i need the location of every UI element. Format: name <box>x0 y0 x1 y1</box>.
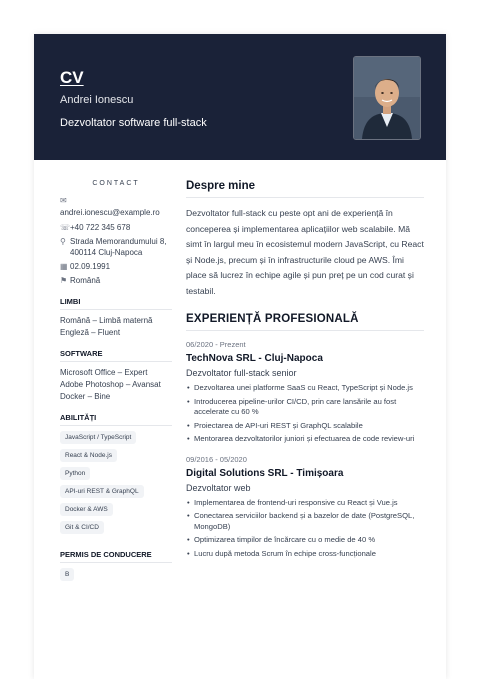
phone-text[interactable]: +40 722 345 678 <box>70 223 131 232</box>
skill-tag: JavaScript / TypeScript <box>60 431 136 444</box>
contact-email <box>60 195 172 218</box>
phone-icon: ☏ <box>60 223 71 232</box>
contact-birthdate <box>60 261 172 272</box>
skill-tag: Git & CI/CD <box>60 521 104 534</box>
cv-label: CV <box>60 68 84 87</box>
nationality-text: Română <box>70 276 101 285</box>
contact-address <box>60 236 172 258</box>
software-item: Docker – Bine <box>60 392 111 401</box>
contact-nationality <box>60 275 172 286</box>
contact-title: CONTACT <box>92 180 140 187</box>
software-item: Adobe Photoshop – Avansat <box>60 380 161 389</box>
language-item: Română – Limbă maternă <box>60 316 153 325</box>
main-content <box>186 180 424 569</box>
person-role: Dezvoltator software full-stack <box>60 117 207 129</box>
about-title: Despre mine <box>186 180 424 198</box>
envelope-icon: ✉ <box>60 196 67 205</box>
job-role: Dezvoltator full-stack senior <box>186 368 297 378</box>
job-bullets <box>186 498 424 560</box>
job-entry <box>186 340 424 445</box>
job-bullet: • Proiectarea de API-uri REST și GraphQL scalabile <box>186 421 424 432</box>
job-bullets <box>186 383 424 445</box>
job-role: Dezvoltator web <box>186 482 251 493</box>
portrait-image <box>354 57 420 139</box>
job-bullet: • Mentorarea dezvoltatorilor juniori și efectuarea de code review-uri <box>186 434 424 445</box>
software-title: SOFTWARE <box>60 349 172 362</box>
experience-title: EXPERIENȚĂ PROFESIONALĂ <box>186 313 424 331</box>
cv-page <box>34 34 446 679</box>
person-name: Andrei Ionescu <box>60 94 134 106</box>
skill-tag: API-uri REST & GraphQL <box>60 485 144 498</box>
languages-title: LIMBI <box>60 297 172 310</box>
license-list <box>60 568 172 586</box>
skills-title: ABILITĂȚI <box>60 413 172 426</box>
profile-photo <box>353 56 421 140</box>
job-bullet: • Dezvoltarea unei platforme SaaS cu React, TypeScript și Node.js <box>186 383 424 394</box>
skill-tag: Python <box>60 467 90 480</box>
sidebar <box>60 180 172 586</box>
job-bullet: • Lucru după metoda Scrum în echipe cross-funcționale <box>186 549 424 560</box>
job-company: TechNova SRL - Cluj-Napoca <box>186 353 323 364</box>
about-text: Dezvoltator full-stack cu peste opt ani de experiență în conceperea și implementarea aplicațiilor web scalabile. Mă simt în largul meu în ecosistemul modern JavaScript, cu React și Node.js, precum și în infrastructurile cloud pe AWS. Îmi place să lucrez în echipe agile și pun preț pe un cod curat și testabil. <box>186 208 424 296</box>
location-pin-icon: ⚲ <box>60 237 66 246</box>
job-company: Digital Solutions SRL - Timișoara <box>186 467 344 479</box>
job-bullet: • Conectarea serviciilor backend și a bazelor de date (PostgreSQL, MongoDB) <box>186 511 424 532</box>
job-entry <box>186 455 424 560</box>
job-bullet: • Introducerea pipeline-urilor CI/CD, prin care lansările au fost accelerate cu 60 % <box>186 397 424 418</box>
job-period: 06/2020 - Prezent <box>186 340 246 349</box>
skill-tag: React & Node.js <box>60 449 117 462</box>
license-tag: B <box>60 568 74 581</box>
calendar-icon: ▦ <box>60 262 68 271</box>
job-bullet: • Optimizarea timpilor de încărcare cu o medie de 40 % <box>186 535 424 546</box>
cv-header <box>34 34 446 160</box>
address-text: Strada Memorandumului 8, 400114 Cluj-Napoca <box>70 237 167 257</box>
language-item: Engleză – Fluent <box>60 328 121 337</box>
job-period: 09/2016 - 05/2020 <box>186 454 247 464</box>
job-bullet: • Implementarea de frontend-uri responsive cu React și Vue.js <box>186 498 424 509</box>
skills-list <box>60 431 172 539</box>
software-item: Microsoft Office – Expert <box>60 368 148 377</box>
skill-tag: Docker & AWS <box>60 503 113 516</box>
email-text[interactable]: andrei.ionescu@example.ro <box>60 208 160 217</box>
contact-phone <box>60 222 172 233</box>
flag-icon: ⚑ <box>60 276 68 285</box>
birthdate-text: 02.09.1991 <box>70 262 111 271</box>
license-title: PERMIS DE CONDUCERE <box>60 550 172 563</box>
